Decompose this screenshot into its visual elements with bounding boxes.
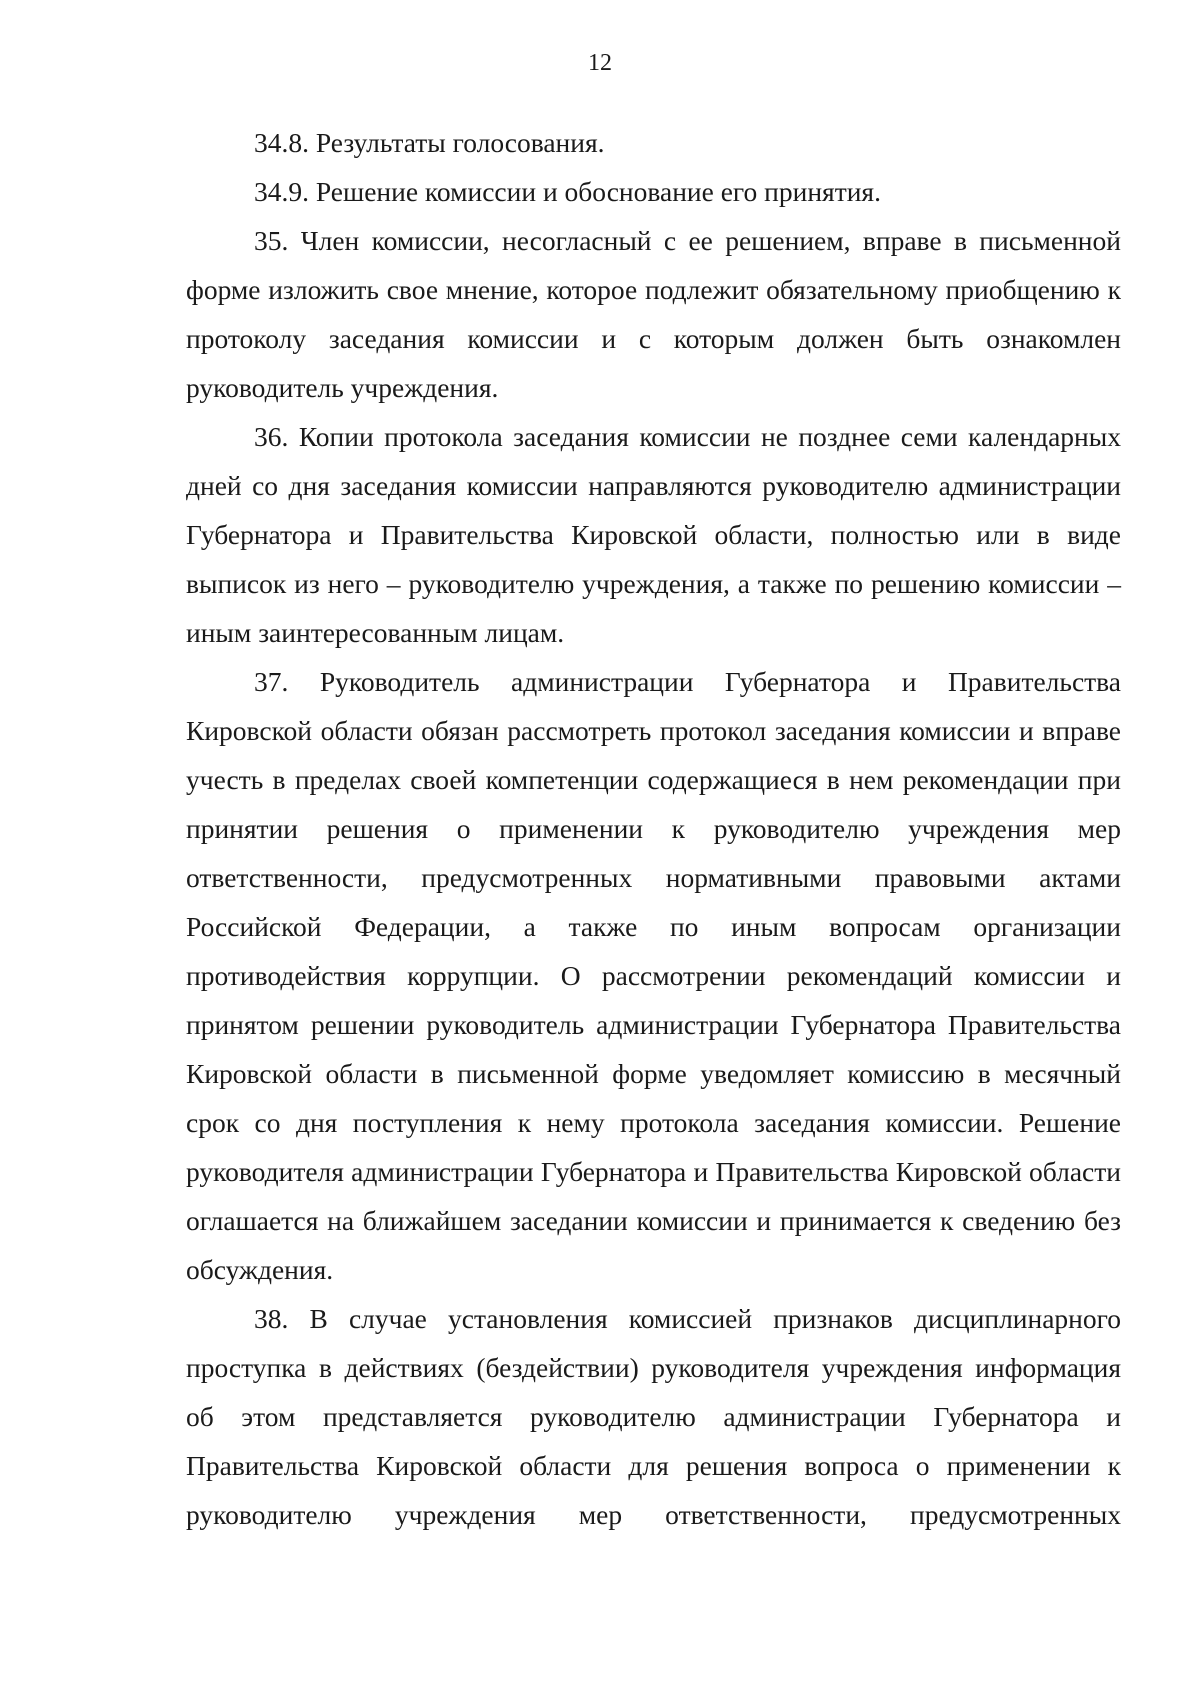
paragraph-34-9: 34.9. Решение комиссии и обоснование его принятия. [254,176,881,207]
paragraph-37: 37. Руководитель администрации Губернатора и Правительства Кировской области обязан рассмотреть протокол заседания комиссии и вправе учесть в пределах своей компетенции содержащиеся в нем рекомендации при принятии решения о применении к руководителю учреждения мер ответственности, предусмотренных нормативными правовыми актами Российской Федерации, а также по иным вопросам организации противодействия коррупции. О рассмотрении рекомендаций комиссии и принятом решении руководитель администрации Губернатора Правительства Кировской области в письменной форме уведомляет комиссию в месячный срок со дня поступления к нему протокола заседания комиссии. Решение руководителя администрации Губернатора и Правительства Кировской области оглашается на ближайшем заседании комиссии и принимается к сведению без обсуждения. [186,666,1121,1285]
paragraph-34-8: 34.8. Результаты голосования. [254,127,605,158]
page-number: 12 [588,50,612,76]
paragraph-38: 38. В случае установления комиссией признаков дисциплинарного проступка в действиях (бездействии) руководителя учреждения информация об этом представляется руководителю администрации Губернатора и Правительства Кировской области для решения вопроса о применении к руководителю учреждения мер ответственности, предусмотренных [186,1303,1121,1530]
document-body [186,118,1121,1539]
paragraph-36: 36. Копии протокола заседания комиссии не позднее семи календарных дней со дня заседания комиссии направляются руководителю администрации Губернатора и Правительства Кировской области, полностью или в виде выписок из него – руководителю учреждения, а также по решению комиссии – иным заинтересованным лицам. [186,421,1121,648]
paragraph-35: 35. Член комиссии, несогласный с ее решением, вправе в письменной форме изложить свое мнение, которое подлежит обязательному приобщению к протоколу заседания комиссии и с которым должен быть ознакомлен руководитель учреждения. [186,225,1121,403]
